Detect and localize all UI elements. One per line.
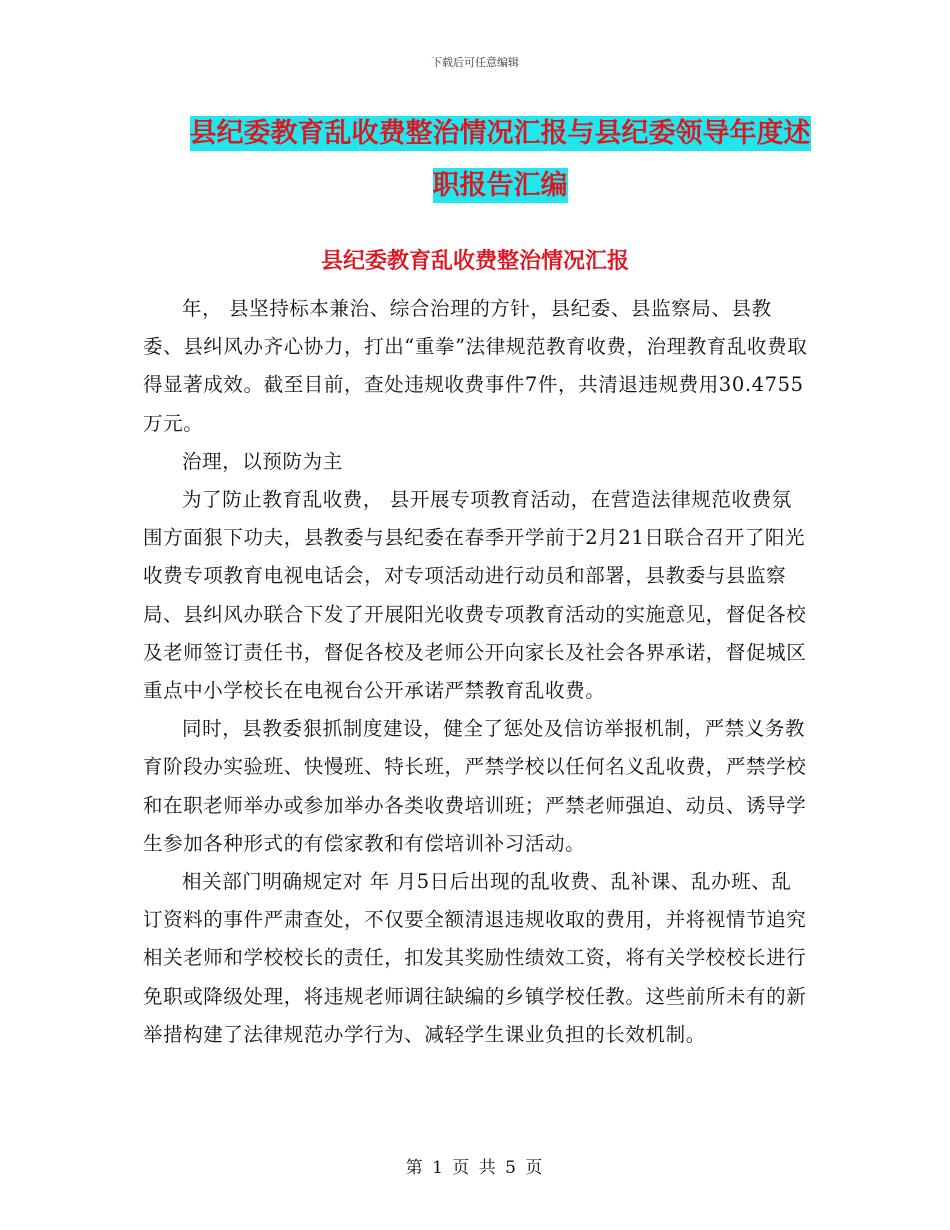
paragraph: 同时，县教委狠抓制度建设，健全了惩处及信访举报机制，严禁义务教育阶段办实验班、快慢班、特长班，严禁学校以任何名义乱收费，严禁学校和在职老师举办或参加举办各类收费培训班；严禁老师强迫、动员、诱导学生参加各种形式的有偿家教和有偿培训补习活动。	[143, 717, 807, 855]
document-title	[180, 108, 820, 212]
page-footer: 第 1 页 共 5 页	[405, 1158, 545, 1178]
body-text	[143, 290, 808, 1054]
header-note: 下载后可任意编辑	[431, 56, 519, 69]
document-title-line1: 县纪委教育乱收费整治情况汇报与县纪委领导年度述	[189, 118, 811, 149]
paragraph: 治理，以预防为主	[182, 449, 343, 473]
paragraph: 年， 县坚持标本兼治、综合治理的方针，县纪委、县监察局、县教委、县纠风办齐心协力，打出“重拳”法律规范教育收费，治理教育乱收费取得显著成效。截至目前，查处违规收费事件7件，共清退违规费用30.4755万元。	[143, 297, 808, 435]
paragraph: 为了防止教育乱收费， 县开展专项教育活动，在营造法律规范收费氛围方面狠下功夫，县教委与县纪委在春季开学前于2月21日联合召开了阳光收费专项教育电视电话会，对专项活动进行动员和部署，县教委与县监察局、县纠风办联合下发了开展阳光收费专项教育活动的实施意见，督促各校及老师签订责任书，督促各校及老师公开向家长及社会各界承诺，督促城区重点中小学校长在电视台公开承诺严禁教育乱收费。	[143, 488, 807, 703]
document-title-line2: 职报告汇编	[432, 170, 568, 201]
section-title: 县纪委教育乱收费整治情况汇报	[320, 249, 629, 274]
paragraph: 相关部门明确规定对 年 月5日后出现的乱收费、乱补课、乱办班、乱订资料的事件严肃查处，不仅要全额清退违规收取的费用，并将视情节追究相关老师和学校校长的责任，扣发其奖励性绩效工资，将有关学校校长进行免职或降级处理，将违规老师调往缺编的乡镇学校任教。这些前所未有的新举措构建了法律规范办学行为、减轻学生课业负担的长效机制。	[143, 870, 807, 1046]
